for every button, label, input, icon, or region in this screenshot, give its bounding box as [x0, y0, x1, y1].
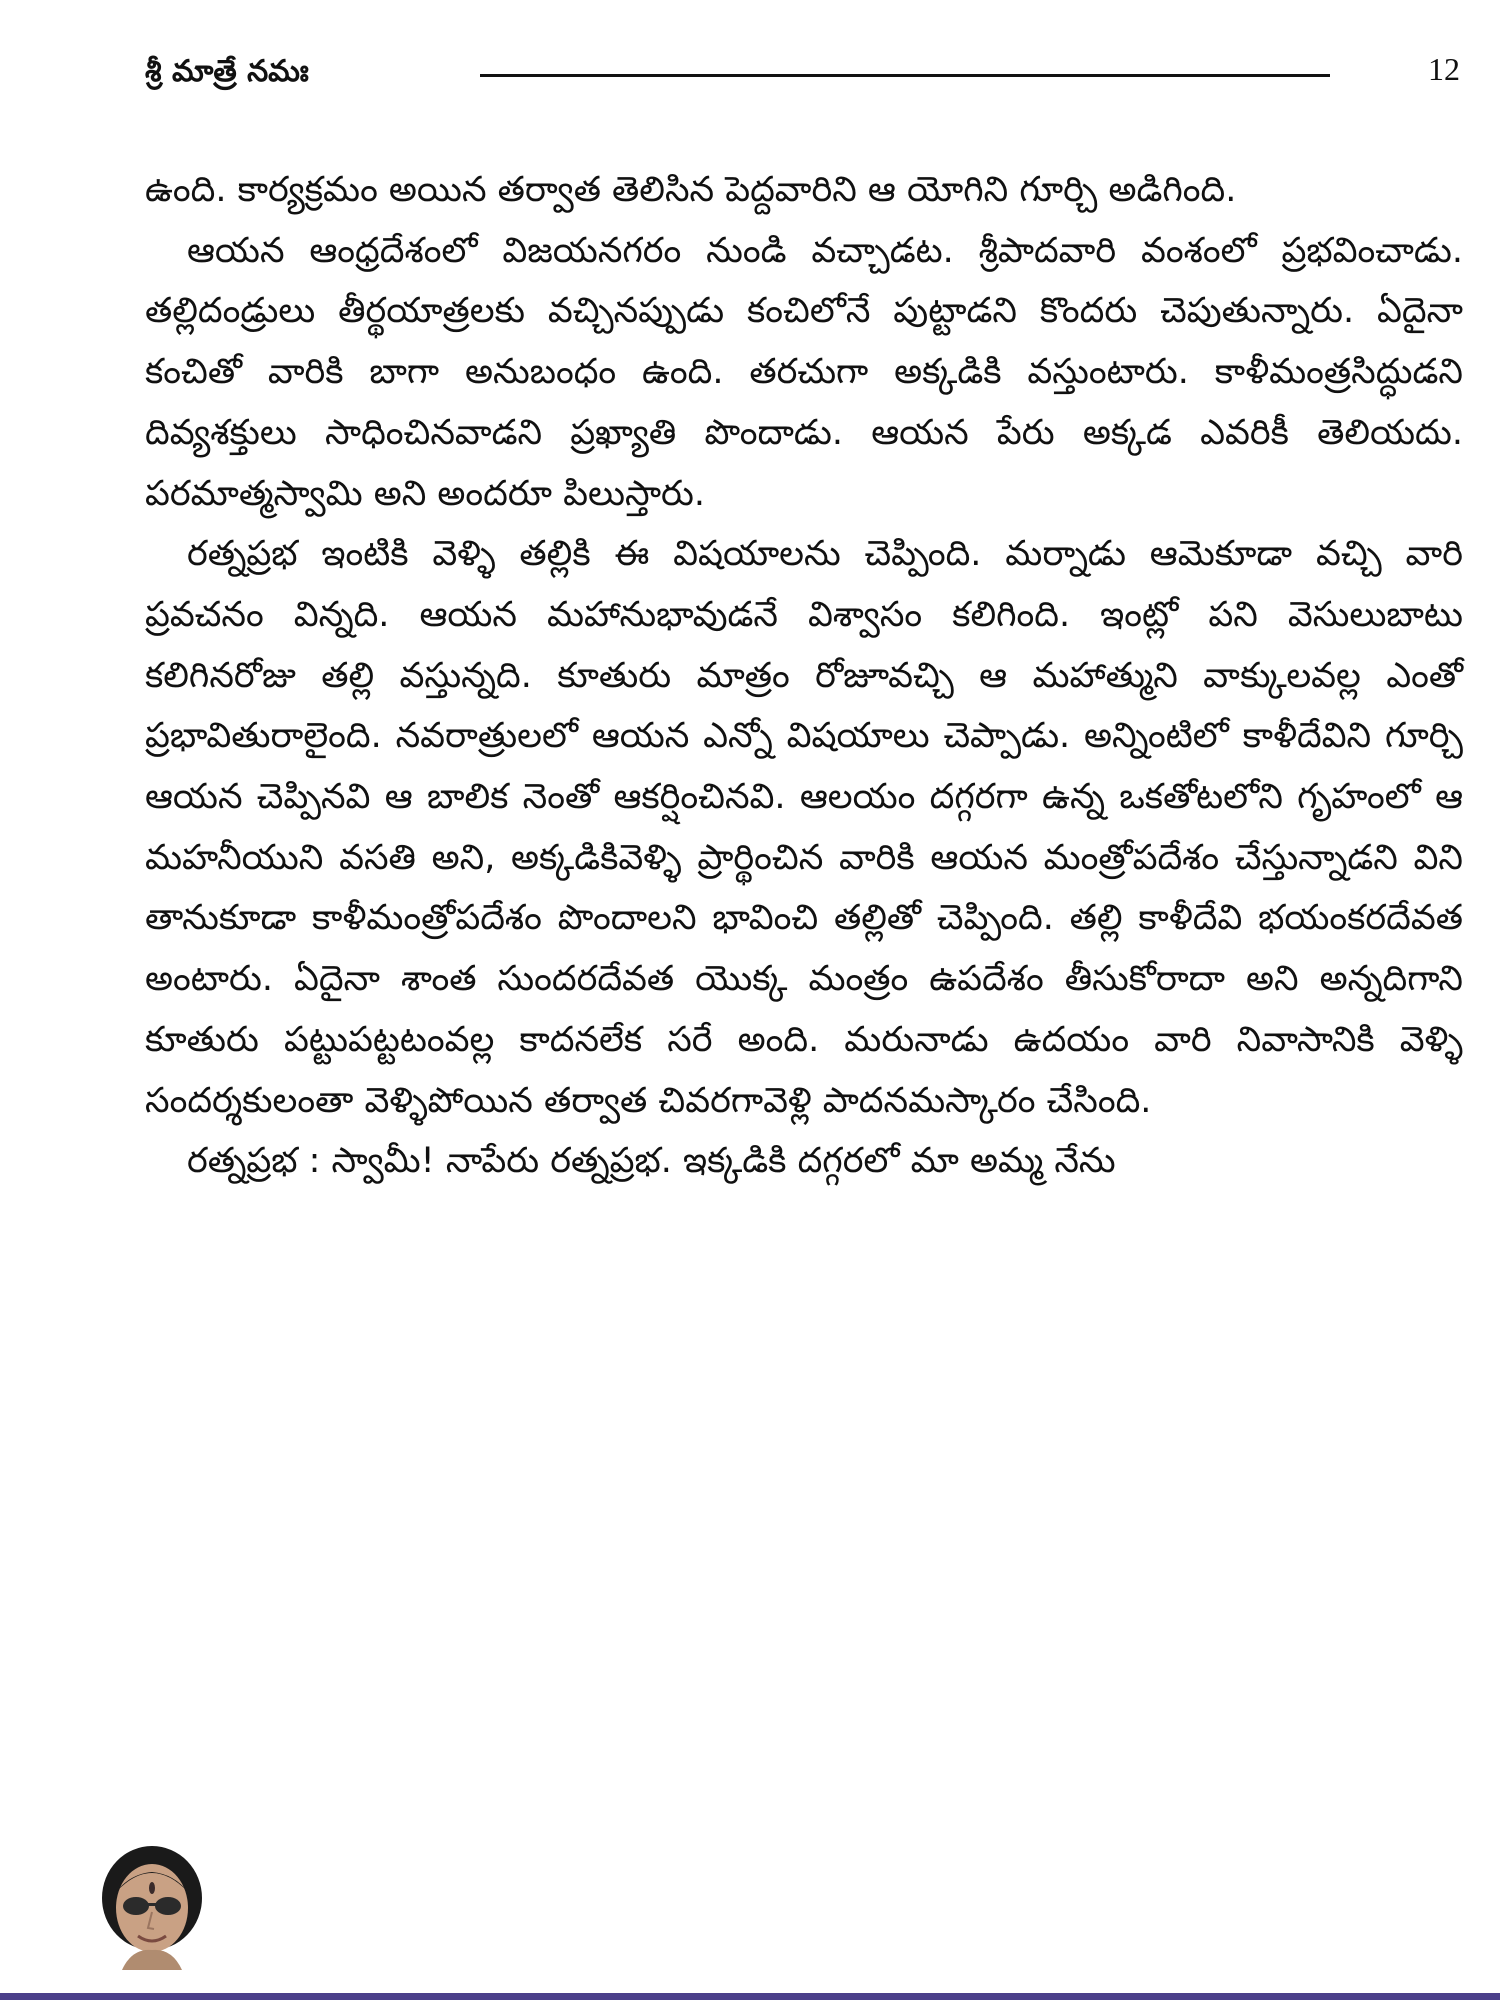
- author-portrait-icon: [82, 1840, 222, 1970]
- header-divider: [480, 74, 1330, 77]
- portrait-illustration: [82, 1840, 222, 1970]
- paragraph: రత్నప్రభ : స్వామీ! నాపేరు రత్నప్రభ. ఇక్కడికి దగ్గరలో మా అమ్మ నేను: [187, 1141, 1116, 1182]
- paragraph: ఉంది. కార్యక్రమం అయిన తర్వాత తెలిసిన పెద్దవారిని ఆ యోగిని గూర్చి అడిగింది.: [145, 170, 1237, 210]
- page-number: 12: [1428, 51, 1460, 87]
- header-title: శ్రీ మాత్రే నమః: [145, 54, 309, 89]
- paragraph: రత్నప్రభ ఇంటికి వెళ్ళి తల్లికి ఈ విషయాలను చెప్పింది. మర్నాడు ఆమెకూడా వచ్చి వారి ప్రవచనం విన్నది. ఆయన మహానుభావుడనే విశ్వాసం కలిగింది. ఇంట్లో పని వెసులుబాటు కలిగినరోజు తల్లి వస్తున్నది. కూతురు మాత్రం రోజూవచ్చి ఆ మహాత్ముని వాక్కులవల్ల ఎంతో ప్రభావితురాలైంది. నవరాత్రులలో ఆయన ఎన్నో విషయాలు చెప్పాడు. అన్నింటిలో కాళీదేవిని గూర్చి ఆయన చెప్పినవి ఆ బాలిక నెంతో ఆకర్షించినవి. ఆలయం దగ్గరగా ఉన్న ఒకతోటలోని గృహంలో ఆ మహనీయుని వసతి అని, అక్కడికివెళ్ళి ప్రార్థించిన వారికి ఆయన మంత్రోపదేశం చేస్తున్నాడని విని తానుకూడా కాళీమంత్రోపదేశం పొందాలని భావించి తల్లితో చెప్పింది. తల్లి కాళీదేవి భయంకరదేవత అంటారు. ఏదైనా శాంత సుందరదేవత యొక్క మంత్రం ఉపదేశం తీసుకోరాదా అని అన్నదిగాని కూతురు పట్టుపట్టటంవల్ల కాదనలేక సరే అంది. మరునాడు ఉదయం వారి నివాసానికి వెళ్ళి సందర్శకులంతా వెళ్ళిపోయిన తర్వాత చివరగావెళ్లి పాదనమస్కారం చేసింది.: [145, 534, 1463, 1121]
- bottom-border: [0, 1993, 1500, 2000]
- paragraph: ఆయన ఆంధ్రదేశంలో విజయనగరం నుండి వచ్చాడట. శ్రీపాదవారి వంశంలో ప్రభవించాడు. తల్లిదండ్రులు తీర్థయాత్రలకు వచ్చినప్పుడు కంచిలోనే పుట్టాడని కొందరు చెపుతున్నారు. ఏదైనా కంచితో వారికి బాగా అనుబంధం ఉంది. తరచుగా అక్కడికి వస్తుంటారు. కాళీమంత్రసిద్ధుడని దివ్యశక్తులు సాధించినవాడని ప్రఖ్యాతి పొందాడు. ఆయన పేరు అక్కడ ఎవరికీ తెలియదు. పరమాత్మస్వామి అని అందరూ పిలుస్తారు.: [145, 230, 1463, 514]
- page-header: [145, 48, 1463, 108]
- body-text: [145, 160, 1463, 1192]
